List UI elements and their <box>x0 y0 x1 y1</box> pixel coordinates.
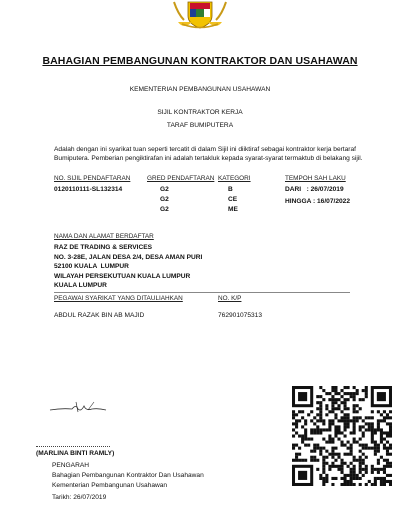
address-line: KUALA LUMPUR <box>54 282 107 290</box>
signature-line <box>36 446 110 447</box>
intro-line-2: Bumiputera. Pemberian pengiktirafan ini adalah tertakluk kepada syarat-syarat termaktub di belakang sijil. <box>54 155 363 162</box>
signature-icon <box>48 398 108 418</box>
company-address <box>54 243 202 291</box>
grade-value: G2 <box>160 206 169 213</box>
officer-ic: 762901075313 <box>218 312 263 319</box>
divider <box>54 292 350 293</box>
coat-of-arms-icon <box>168 0 232 30</box>
signatory-date: Tarikh: 26/07/2019 <box>52 494 107 501</box>
registration-number: 0120110111-SL132314 <box>54 186 123 193</box>
qr-code-icon <box>292 386 392 486</box>
validity-from: DARI : 26/07/2019 <box>285 186 344 193</box>
category-value: B <box>228 186 233 193</box>
document-title: BAHAGIAN PEMBANGUNAN KONTRAKTOR DAN USAHAWAN <box>42 55 358 67</box>
address-line: WILAYAH PERSEKUTUAN KUALA LUMPUR <box>54 272 191 280</box>
grade-value: G2 <box>160 196 169 203</box>
intro-line-1: Adalah dengan ini syarikat tuan seperti tercatit di dalam Sijil ini diiktiraf sebagai kontraktor kerja bertaraf <box>54 146 357 153</box>
certificate-status: TARAF BUMIPUTERA <box>166 122 234 129</box>
validity-to: HINGGA : 16/07/2022 <box>285 198 350 205</box>
address-line: 52100 KUALA LUMPUR <box>54 263 129 271</box>
category-value: CE <box>228 196 238 203</box>
address-line: RAZ DE TRADING & SERVICES <box>54 244 153 251</box>
signatory-dept: Bahagian Pembangunan Kontraktor Dan Usahawan <box>52 472 204 479</box>
header-reg-no: NO. SIJIL PENDAFTARAN <box>54 175 131 182</box>
signatory-name: (MARLINA BINTI RAMLY) <box>36 450 115 457</box>
header-officer: PEGAWAI SYARIKAT YANG DITAULIAHKAN <box>54 295 183 302</box>
header-category: KATEGORI <box>218 175 251 182</box>
header-company: NAMA DAN ALAMAT BERDAFTAR <box>54 233 154 240</box>
officer-name: ABDUL RAZAK BIN AB MAJID <box>54 312 145 319</box>
category-value: ME <box>228 206 238 213</box>
header-grade: GRED PENDAFTARAN <box>147 175 215 182</box>
signatory-position: PENGARAH <box>52 462 90 469</box>
signatory-ministry: Kementerian Pembangunan Usahawan <box>52 482 168 489</box>
address-line: NO. 3-28E, JALAN DESA 2/4, DESA AMAN PURI <box>54 253 203 261</box>
header-ic: NO. K/P <box>218 295 242 302</box>
certificate-title: SIJIL KONTRAKTOR KERJA <box>157 109 243 116</box>
header-validity: TEMPOH SAH LAKU <box>285 175 346 182</box>
ministry-name: KEMENTERIAN PEMBANGUNAN USAHAWAN <box>129 86 271 93</box>
grade-value: G2 <box>160 186 169 193</box>
